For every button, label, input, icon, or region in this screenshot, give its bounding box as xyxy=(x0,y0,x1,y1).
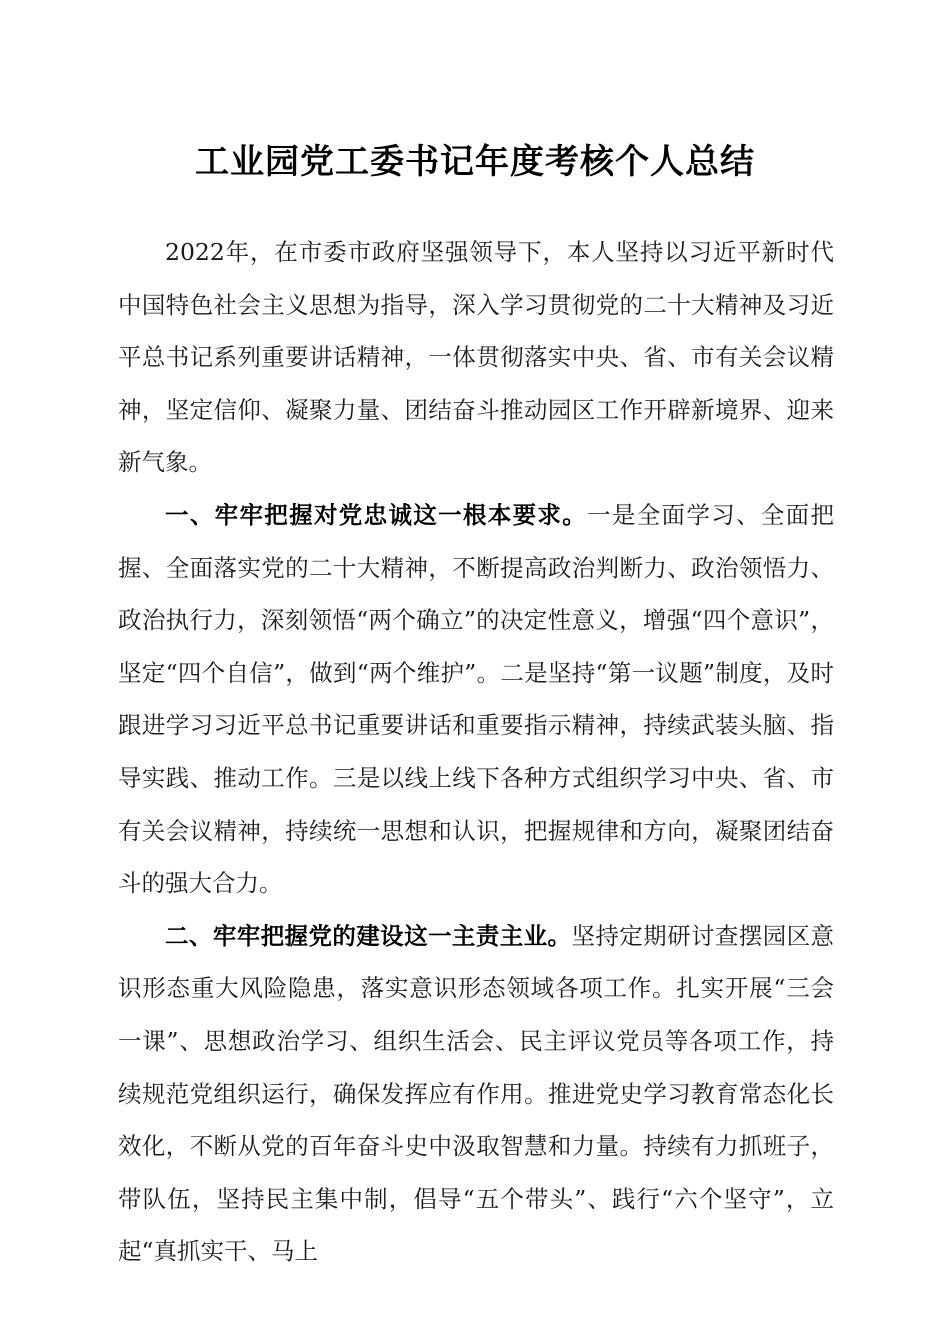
paragraph-section-1 xyxy=(118,489,834,910)
section-heading: 二、牢牢把握党的建设这一主责主业。 xyxy=(165,921,572,950)
paragraph-text: 一是全面学习、全面把握、全面落实党的二十大精神，不断提高政治判断力、政治领悟力、政治执行力，深刻领悟“两个确立”的决定性意义，增强“四个意识”，坚定“四个自信”，做到“两个维护”。二是坚持“第一议题”制度，及时跟进学习习近平总书记重要讲话和重要指示精神，持续武装头脑、指导实践、推动工作。三是以线上线下各种方式组织学习中央、省、市有关会议精神，持续统一思想和认识，把握规律和方向，凝聚团结奋斗的强大合力。 xyxy=(118,500,835,898)
paragraph-text: 2022年，在市委市政府坚强领导下，本人坚持以习近平新时代中国特色社会主义思想为指导，深入学习贯彻党的二十大精神及习近平总书记系列重要讲话精神，一体贯彻落实中央、省、市有关会议精神，坚定信仰、凝聚力量、团结奋斗推动园区工作开辟新境界、迎来新气象。 xyxy=(118,238,834,477)
document-body xyxy=(118,226,834,1278)
paragraph-text: 坚持定期研讨查摆园区意识形态重大风险隐患，落实意识形态领域各项工作。扎实开展“三会一课”、思想政治学习、组织生活会、民主评议党员等各项工作，持续规范党组织运行，确保发挥应有作用。推进党史学习教育常态化长效化，不断从党的百年奋斗史中汲取智慧和力量。持续有力抓班子，带队伍，坚持民主集中制，倡导“五个带头”、践行“六个坚守”，立起“真抓实干、马上 xyxy=(118,921,835,1266)
document-title: 工业园党工委书记年度考核个人总结 xyxy=(195,142,755,182)
paragraph-intro xyxy=(118,226,834,489)
paragraph-section-2 xyxy=(118,910,834,1278)
section-heading: 一、牢牢把握对党忠诚这一根本要求。 xyxy=(165,500,588,529)
